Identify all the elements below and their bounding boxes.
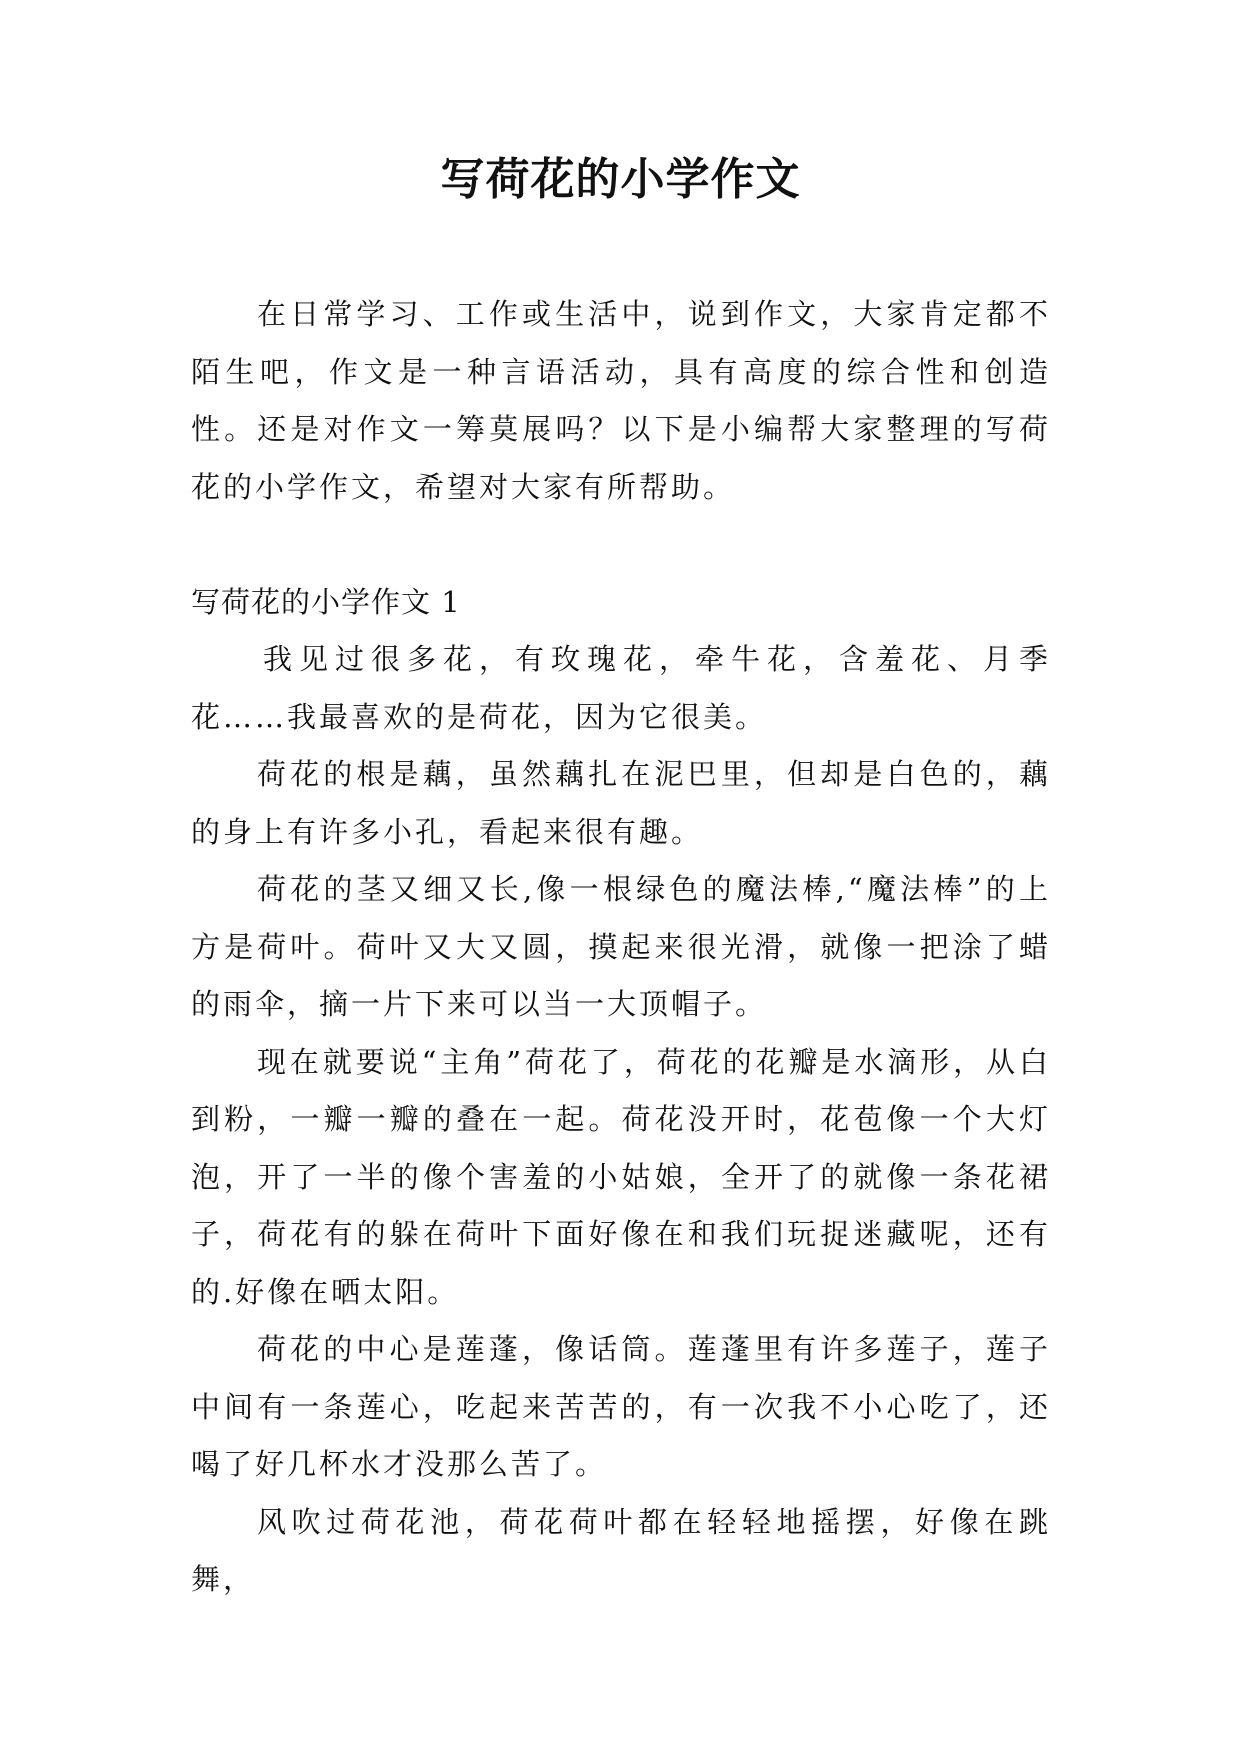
essay-paragraph: 风吹过荷花池，荷花荷叶都在轻轻地摇摆，好像在跳舞， [191, 1504, 1051, 1596]
essay-paragraph: 荷花的茎又细又长,像一根绿色的魔法棒,“魔法棒”的上方是荷叶。荷叶又大又圆，摸起来很光滑，就像一把涂了蜡的雨伞，摘一片下来可以当一大顶帽子。 [191, 872, 1051, 1021]
document-title: 写荷花的小学作文 [440, 154, 801, 205]
essay-paragraph: 我见过很多花，有玫瑰花，牵牛花，含羞花、月季花……我最喜欢的是荷花，因为它很美。 [191, 642, 1051, 734]
intro-paragraph: 在日常学习、工作或生活中，说到作文，大家肯定都不陌生吧，作文是一种言语活动，具有高度的综合性和创造性。还是对作文一筹莫展吗？以下是小编帮大家整理的写荷花的小学作文，希望对大家有所帮助。 [191, 297, 1051, 504]
essay-paragraph: 荷花的根是藕，虽然藕扎在泥巴里，但却是白色的，藕的身上有许多小孔，看起来很有趣。 [191, 757, 1051, 849]
essay-body [191, 631, 1051, 1609]
section-heading: 写荷花的小学作文 1 [191, 585, 461, 619]
essay-paragraph: 现在就要说“主角”荷花了，荷花的花瓣是水滴形，从白到粉，一瓣一瓣的叠在一起。荷花没开时，花苞像一个大灯泡，开了一半的像个害羞的小姑娘，全开了的就像一条花裙子，荷花有的躲在荷叶下面好像在和我们玩捉迷藏呢，还有的.好像在晒太阳。 [191, 1044, 1051, 1309]
essay-paragraph: 荷花的中心是莲蓬，像话筒。莲蓬里有许多莲子，莲子中间有一条莲心，吃起来苦苦的，有一次我不小心吃了，还喝了好几杯水才没那么苦了。 [191, 1332, 1051, 1481]
